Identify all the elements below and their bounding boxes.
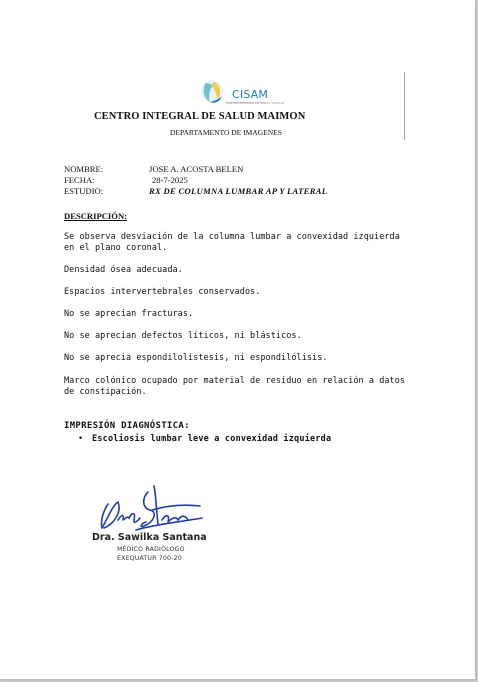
center-name: CENTRO INTEGRAL DE SALUD MAIMON (94, 111, 306, 122)
handwritten-signature-icon (96, 484, 208, 534)
finding-paragraph: No se aprecia espondilolistesis, ni espondilólisis. (64, 353, 328, 363)
signer-name: Dra. Sawilka Santana (92, 532, 207, 543)
signer-exequatur: EXEQUATUR 700-20 (117, 555, 182, 562)
finding-paragraph: No se aprecian fracturas. (64, 309, 194, 319)
study-label: ESTUDIO: (64, 186, 104, 196)
finding-paragraph: Se observa desviación de la columna lumbar a convexidad izquierda en el plano coronal. (64, 232, 400, 253)
date-value: 28-7-2025 (152, 175, 188, 185)
finding-paragraph: No se aprecian defectos líticos, ni blásticos. (64, 331, 302, 341)
logo-tagline: CENTRO INTEGRAL DE SALUD MAIMON (226, 101, 285, 105)
department-name: DEPARTAMENTO DE IMAGENES (170, 128, 282, 137)
logo-text: CISAM (232, 88, 269, 101)
date-label: FECHA: (64, 175, 95, 185)
finding-paragraph: Espacios intervertebrales conservados. (64, 287, 261, 297)
description-heading: DESCRIPCIÓN: (64, 211, 128, 221)
finding-paragraph: Marco colónico ocupado por material de residuo en relación a datos de constipación. (64, 376, 406, 397)
header-divider (404, 72, 405, 140)
bullet-icon: • (78, 434, 84, 444)
impression-item: Escoliosis lumbar leve a convexidad izquierda (92, 434, 332, 444)
name-label: NOMBRE: (64, 164, 104, 174)
study-value: RX DE COLUMNA LUMBAR AP Y LATERAL (149, 186, 328, 196)
signer-role: MÉDICO RADIÓLOGO (117, 546, 185, 553)
name-value: JOSE A. ACOSTA BELEN (149, 164, 244, 174)
impression-heading: IMPRESIÓN DIAGNÓSTICA: (64, 421, 190, 431)
finding-paragraph: Densidad ósea adecuada. (64, 265, 183, 275)
